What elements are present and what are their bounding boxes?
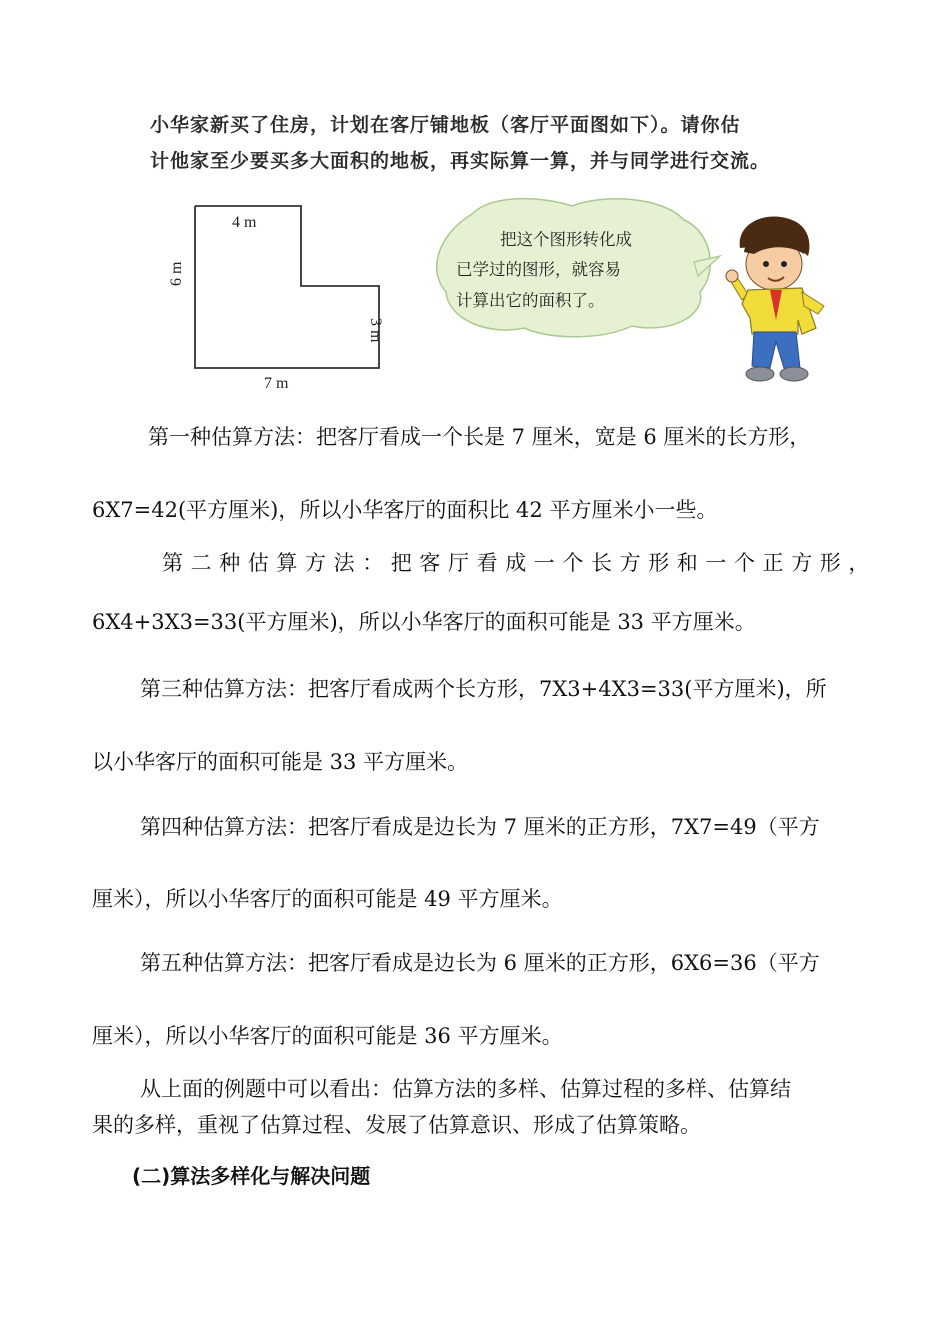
label-left-6m: 6 m <box>168 261 185 286</box>
floor-plan-figure <box>168 198 408 398</box>
bubble-line-1: 把这个图形转化成 <box>500 230 632 249</box>
method-2-line-1: 第二种估算方法：把客厅看成一个长方形和一个正方形， <box>162 551 877 575</box>
conclusion-line-1: 从上面的例题中可以看出：估算方法的多样、估算过程的多样、估算结 <box>140 1077 791 1101</box>
conclusion-line-2: 果的多样，重视了估算过程、发展了估算意识、形成了估算策略。 <box>92 1113 701 1137</box>
section-heading: (二)算法多样化与解决问题 <box>132 1164 371 1188</box>
method-2-line-2: 6X4+3X3=33(平方厘米)，所以小华客厅的面积可能是 33 平方厘米。 <box>92 610 756 634</box>
label-top-4m: 4 m <box>232 214 257 231</box>
problem-line-2: 计他家至少要买多大面积的地板，再实际算一算，并与同学进行交流。 <box>150 150 771 172</box>
method-3-line-2: 以小华客厅的面积可能是 33 平方厘米。 <box>92 750 469 774</box>
cartoon-boy-illustration <box>712 208 840 390</box>
method-1-line-1: 第一种估算方法：把客厅看成一个长是 7 厘米，宽是 6 厘米的长方形， <box>148 425 811 449</box>
floor-plan-outline <box>195 206 379 368</box>
label-right-3m: 3 m <box>367 318 384 343</box>
method-3-line-1: 第三种估算方法：把客厅看成两个长方形，7X3+4X3=33(平方厘米)，所 <box>140 677 827 701</box>
method-4-line-2: 厘米），所以小华客厅的面积可能是 49 平方厘米。 <box>92 887 563 911</box>
method-4-line-1: 第四种估算方法：把客厅看成是边长为 7 厘米的正方形，7X7=49（平方 <box>140 815 820 839</box>
bubble-line-3: 计算出它的面积了。 <box>456 291 605 310</box>
method-1-line-2: 6X7=42(平方厘米)，所以小华客厅的面积比 42 平方厘米小一些。 <box>92 498 718 522</box>
problem-line-1: 小华家新买了住房，计划在客厅铺地板（客厅平面图如下）。请你估 <box>150 114 741 136</box>
label-bottom-7m: 7 m <box>264 375 289 392</box>
bubble-line-2: 已学过的图形，就容易 <box>456 260 621 279</box>
method-5-line-2: 厘米），所以小华客厅的面积可能是 36 平方厘米。 <box>92 1024 563 1048</box>
method-5-line-1: 第五种估算方法：把客厅看成是边长为 6 厘米的正方形，6X6=36（平方 <box>140 951 820 975</box>
